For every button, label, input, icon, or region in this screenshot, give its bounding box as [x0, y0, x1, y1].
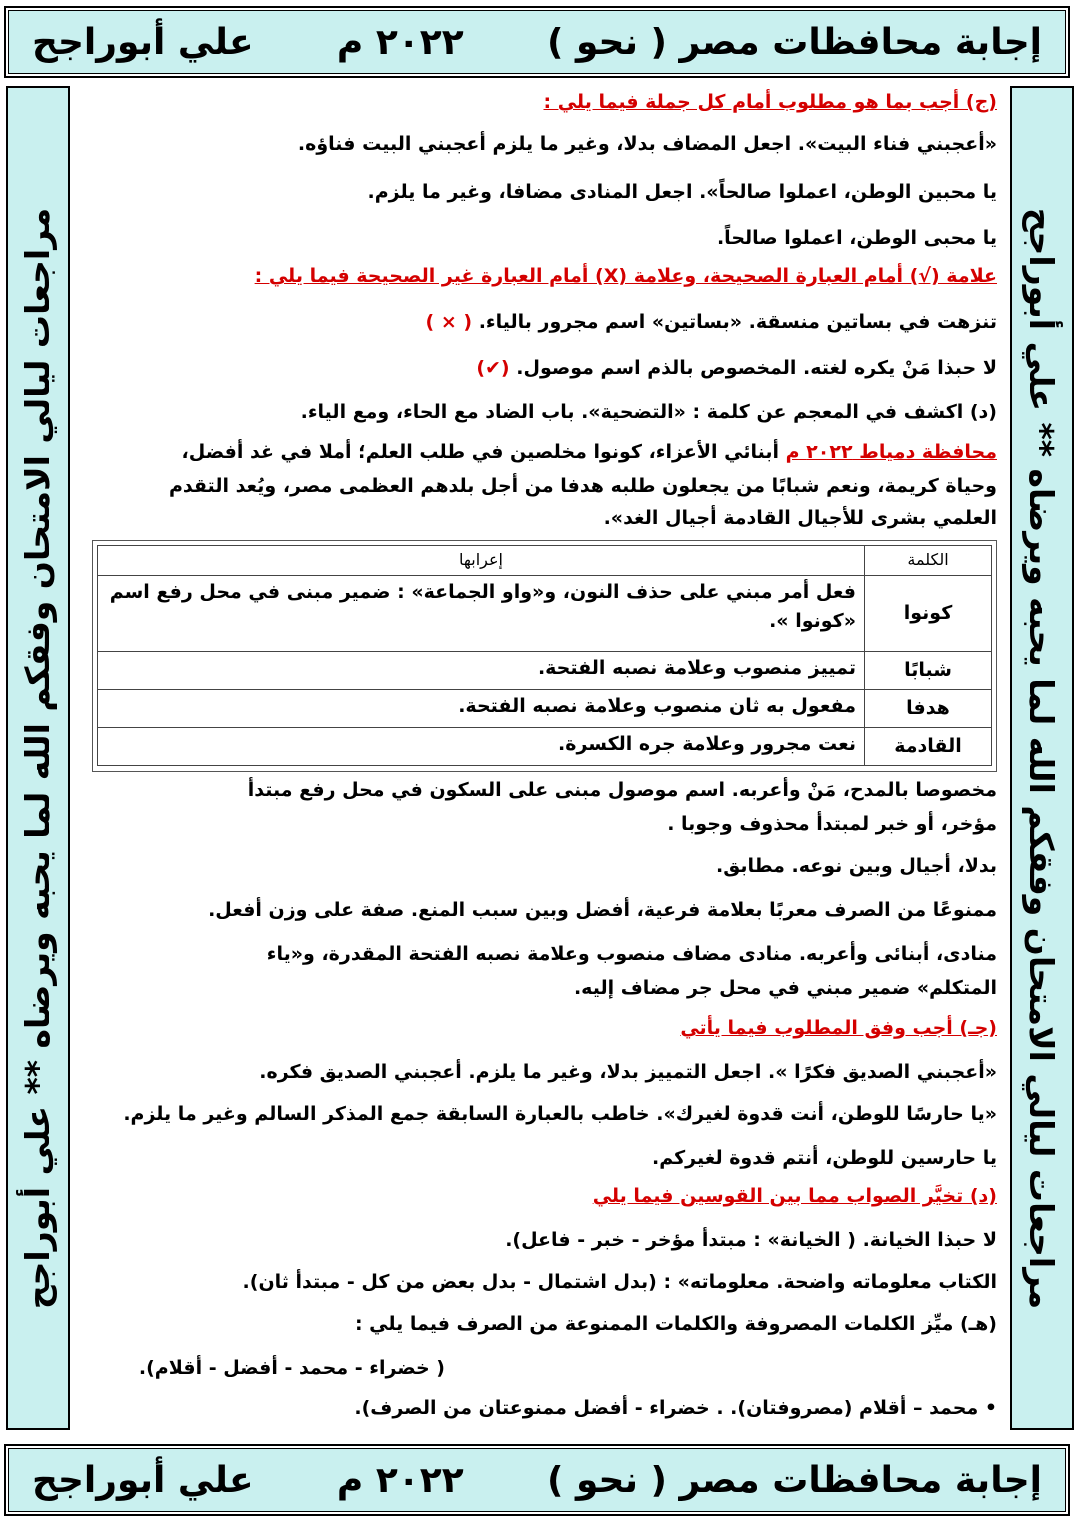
- table-row: [98, 727, 992, 765]
- footer-title: إجابة محافظات مصر ( نحو ): [547, 1459, 1042, 1501]
- table-row: [98, 689, 992, 727]
- text-line: «أعجبني فناء البيت». اجعل المضاف بدلا، وغير ما يلزم أعجبني البيت فناؤه.: [297, 133, 997, 155]
- section-heading-ja: (جـ) أجب وفق المطلوب فيما يأتي: [680, 1017, 997, 1039]
- right-side-text: مراجعات ليالي الامتحان وفقكم الله لما يحبه ويرضاه ** علي أبوراجح: [1022, 207, 1062, 1309]
- parse-cell: مفعول به ثان منصوب وعلامة نصبه الفتحة.: [98, 689, 865, 727]
- text-line: • محمد – أقلام (مصروفتان). . خضراء - أفضل ممنوعتان من الصرف).: [354, 1397, 997, 1419]
- header-title: إجابة محافظات مصر ( نحو ): [547, 21, 1042, 63]
- check-mark: (✔): [476, 357, 510, 379]
- text-line: يا محبى الوطن، اعملوا صالحاً.: [716, 227, 997, 249]
- col-parse-header: إعرابها: [98, 546, 865, 576]
- text-line: وحياة كريمة، ونعم شبابًا من يجعلون طلبه هدفا من أجل بلدهم العظمى مصر، ويُعد التقدم: [168, 475, 997, 497]
- text-line: مخصوصا بالمدح، مَنْ وأعربه. اسم موصول مبنى على السكون في محل رفع مبتدأ: [247, 779, 997, 801]
- word-cell: شبابًا: [865, 651, 992, 689]
- section-heading-d: (د) تخيَّر الصواب مما بين القوسين فيما يلي: [592, 1185, 997, 1207]
- left-side-banner: [6, 86, 70, 1430]
- footer-author: علي أبوراجح: [32, 1459, 254, 1501]
- text-line: (د) اكشف في المعجم عن كلمة : «التضحية». باب الضاد مع الحاء، ومع الياء.: [300, 401, 997, 423]
- left-side-text: مراجعات ليالي الامتحان وفقكم الله لما يحبه ويرضاه ** علي أبوراجح: [18, 207, 58, 1309]
- wrong-mark: ( × ): [425, 311, 473, 333]
- parse-cell: فعل أمر مبني على حذف النون، و«واو الجماعة» : ضمير مبنى في محل رفع اسم «كونوا ».: [98, 575, 865, 651]
- text-line: [86, 354, 997, 383]
- footer-year: ٢٠٢٢ م: [336, 1459, 464, 1501]
- text-line: «يا حارسًا للوطن، أنت قدوة لغيرك». خاطب بالعبارة السابقة جمع المذكر السالم وغير ما يلزم.: [123, 1103, 997, 1125]
- section-heading-true-false: علامة (√) أمام العبارة الصحيحة، وعلامة (X) أمام العبارة غير الصحيحة فيما يلي :: [254, 265, 997, 287]
- parsing-table: [97, 545, 992, 766]
- text-line: يا حارسين للوطن، أنتم قدوة لغيركم.: [651, 1147, 997, 1169]
- text-line: ( خضراء - محمد - أفضل - أقلام).: [138, 1357, 445, 1379]
- text-line: [86, 308, 997, 337]
- text-line: لا حبذا الخيانة. ( الخيانة» : مبتدأ مؤخر - خبر - فاعل).: [505, 1229, 997, 1251]
- header-author: علي أبوراجح: [32, 21, 254, 63]
- content-area: [80, 88, 1005, 1438]
- text-line: يا محبين الوطن، اعملوا صالحاً». اجعل المنادى مضافا، وغير ما يلزم.: [367, 181, 997, 203]
- word-cell: هدفا: [865, 689, 992, 727]
- statement-text: لا حبذا مَنْ يكره لغته. المخصوص بالذم اسم موصول.: [516, 357, 997, 379]
- governorate-label: محافظة دمياط ٢٠٢٢ م: [785, 441, 997, 463]
- parse-cell: تمييز منصوب وعلامة نصبه الفتحة.: [98, 651, 865, 689]
- right-side-banner: [1010, 86, 1074, 1430]
- text-line: [86, 438, 997, 467]
- text-line: مؤخر، أو خبر لمبتدأ محذوف وجوبا .: [667, 813, 997, 835]
- text-line: العلمي بشرى للأجيال القادمة أجيال الغد».: [603, 507, 997, 529]
- text-line: بدلا، أجيال وبين نوعه. مطابق.: [716, 855, 997, 877]
- footer-banner: [4, 1444, 1070, 1516]
- parse-cell: نعت مجرور وعلامة جره الكسرة.: [98, 727, 865, 765]
- text-line: المتكلم» ضمير مبني في محل جر مضاف إليه.: [573, 977, 997, 999]
- col-word-header: الكلمة: [865, 546, 992, 576]
- text-line: «أعجبني الصديق فكرًا ». اجعل التمييز بدلا، وغير ما يلزم. أعجبني الصديق فكره.: [259, 1061, 997, 1083]
- section-heading-c: (ج) أجب بما هو مطلوب أمام كل جملة فيما يلي :: [543, 91, 997, 113]
- parsing-table-box: [92, 540, 997, 772]
- text-line: الكتاب معلوماته واضحة. معلوماته» : (بدل اشتمال - بدل بعض من كل - مبتدأ ثان).: [242, 1271, 997, 1293]
- table-row: [98, 651, 992, 689]
- word-cell: كونوا: [865, 575, 992, 651]
- header-year: ٢٠٢٢ م: [336, 21, 464, 63]
- table-header-row: [98, 546, 992, 576]
- passage-text: أبنائي الأعزاء، كونوا مخلصين في طلب العلم؛ أملا في غد أفضل،: [181, 441, 779, 463]
- text-line: ممنوعًا من الصرف معربًا بعلامة فرعية، أفضل وبين سبب المنع. صفة على وزن أفعل.: [208, 899, 997, 921]
- text-line: منادى، أبنائى وأعربه. منادى مضاف منصوب وعلامة نصبه الفتحة المقدرة، و«ياء: [266, 943, 997, 965]
- text-line: (هـ) ميِّز الكلمات المصروفة والكلمات الممنوعة من الصرف فيما يلي :: [354, 1313, 997, 1335]
- statement-text: تنزهت في بساتين منسقة. «بساتين» اسم مجرور بالياء.: [478, 311, 997, 333]
- word-cell: القادمة: [865, 727, 992, 765]
- table-row: [98, 575, 992, 651]
- header-banner: [4, 6, 1070, 78]
